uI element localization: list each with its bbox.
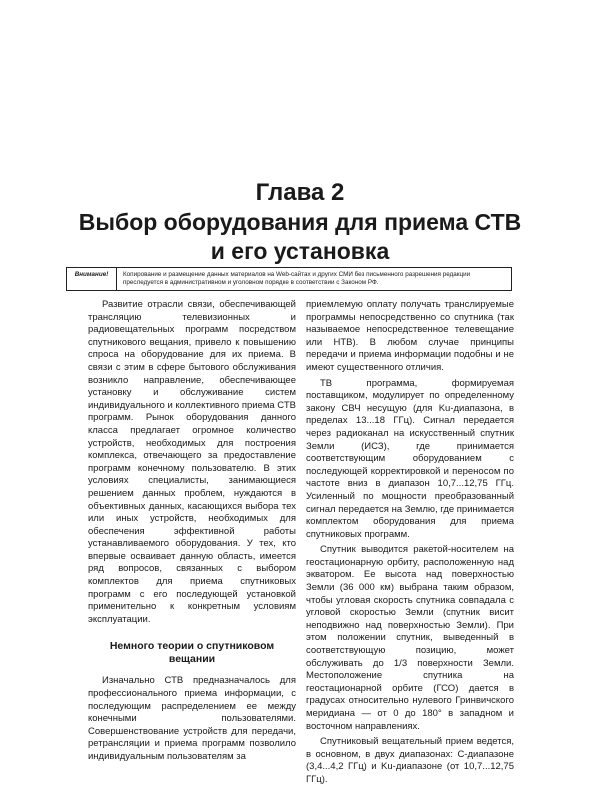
chapter-title-line-1: Выбор оборудования для приема СТВ (78, 209, 522, 235)
right-column (306, 299, 514, 790)
paragraph: Спутниковый вещательный прием ведется, в основном, в двух диапазонах: С-диапазоне (3,4...4,2 ГГц) и Ku-диапазоне (от 10,7...12,75 ГГц). (306, 736, 514, 785)
paragraph: Развитие отрасли связи, обеспечивающей трансляцию телевизионных и радиовещательных программ посредством спутникового вещания, привело к повышению спроса на оборудование для их приема. В связи с этим в сфере бытового обслуживания возникло направление, обеспечивающее установку и обслуживание систем индивидуального и коллективного приема СТВ программ. Рынок оборудования данного класса предлагает огромное количество устройств, необходимых для построения комплекса, отвечающего за предоставление программ конечному пользователю. В этих условиях специалисты, занимающиеся решением данных проблем, нуждаются в объективных данных, касающихся выбора тех или иных устройств, необходимых для обеспечения эффективной работы устанавливаемого оборудования. У тех, кто впервые осваивает данную область, имеется ряд вопросов, связанных с выбором комплектов для приема спутниковых программ с его последующей установкой применительно к конкретным условиям эксплуатации. (88, 299, 296, 625)
left-column (88, 299, 296, 767)
notice-label: Внимание! (67, 268, 117, 290)
chapter-heading (60, 178, 540, 266)
section-heading: Немного теории о спутниковом вещании (109, 640, 275, 666)
notice-text: Копирование и размещение данных материалов на Web-сайтах и других СМИ без письменного разрешения редакции преследуется в административном и уголовном порядке в соответствии с Законом РФ. (123, 271, 471, 286)
copyright-notice (66, 267, 512, 291)
paragraph: ТВ программа, формируемая поставщиком, модулирует по определенному закону СВЧ несущую (для Ku-диапазона, в пределах 13...18 ГГц). Сигнал передается через радиоканал на искусственный спутник Земли (ИСЗ), где принимается соответствующим оборудованием с последующей корректировкой и переносом по частоте вниз в диапазон 10,7...12,75 ГГц. Усиленный по мощности преобразованный сигнал передается на Землю, где принимается комплектом оборудования для приема спутниковых программ. (306, 377, 514, 540)
paragraph: Спутник выводится ракетой-носителем на геостационарную орбиту, расположенную над экватором. Ее высота над поверхностью Земли (36 000 км) выбрана таким образом, чтобы угловая скорость спутника совпадала с угловой скоростью Земли (спутник висит неподвижно над поверхностью Земли). При этом положении спутник, выведенный в соответствующую позицию, может обслуживать до 1/3 поверхности Земли. Местоположение спутника на геостационарной орбите (ГСО) дается в градусах относительно нулевого Гринвичского меридиана — от 0 до 180° в западном и восточном направлениях. (306, 544, 514, 732)
paragraph: Изначально СТВ предназначалось для профессионального приема информации, с последующим распределением ее между конечными пользователями. Совершенствование устройств для передачи, ретрансляции и приема программ позволило индивидуальным пользователям за (88, 675, 296, 762)
chapter-number: Глава 2 (255, 179, 345, 206)
chapter-title-line-2: и его установка (210, 238, 390, 264)
paragraph: приемлемую оплату получать транслируемые программы непосредственно со спутника (так называемое непосредственное телевещание или НТВ). В любом случае принципы передачи и приема информации подобны и не имеют существенного отличия. (306, 299, 514, 373)
